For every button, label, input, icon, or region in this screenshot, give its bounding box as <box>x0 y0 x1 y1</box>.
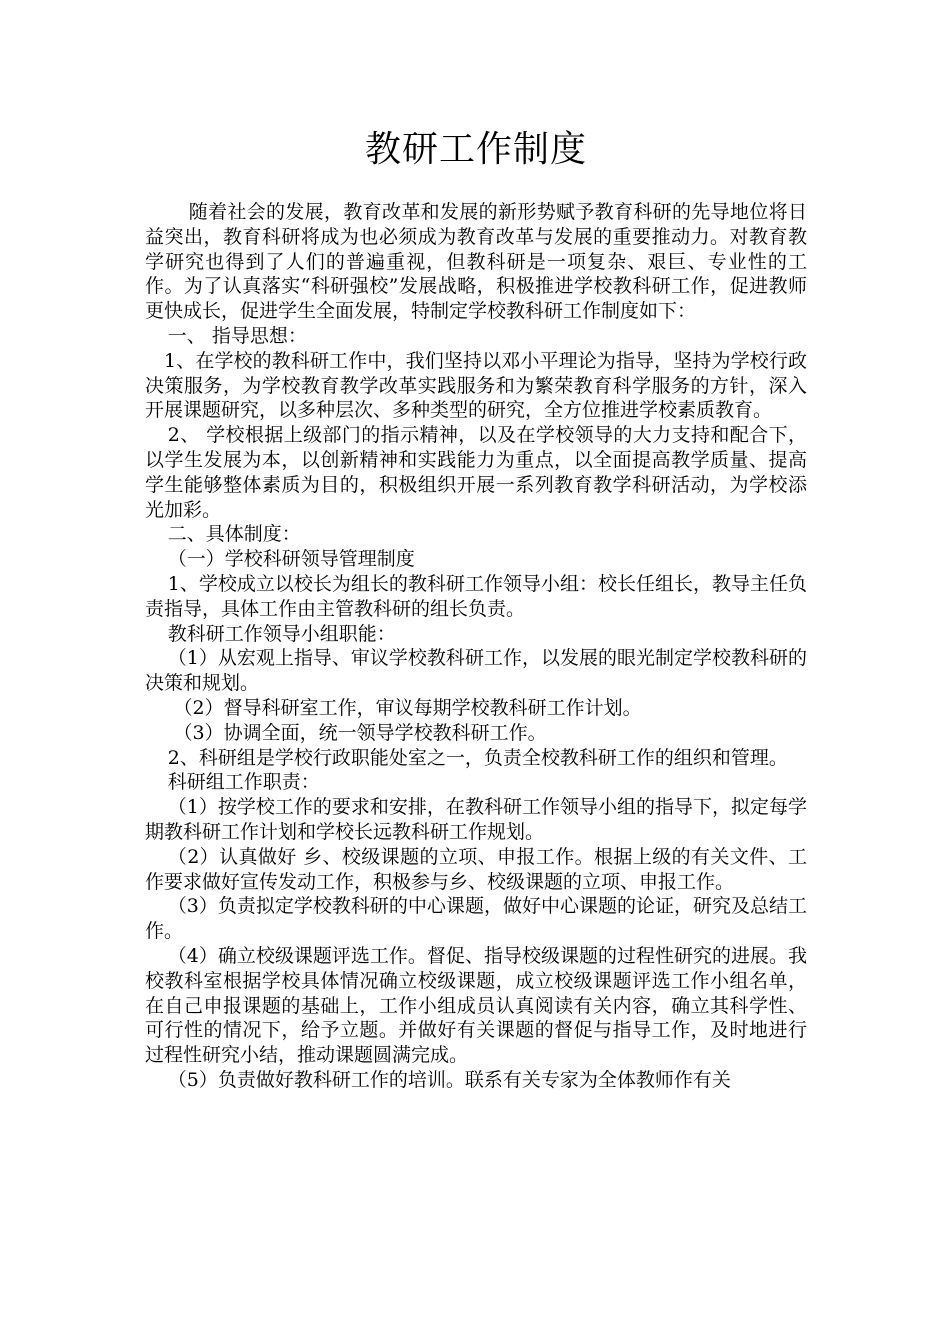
subsection-heading-1: （一）学校科研领导管理制度 <box>167 548 415 571</box>
group-duty-item-3: （3）负责拟定学校教科研的中心课题，做好中心课题的论证，研究及总结工作。 <box>145 895 807 943</box>
guiding-item-2: 2、 学校根据上级部门的指示精神，以及在学校领导的大力支持和配合下，以学生发展为本，以创新精神和实践能力为重点，以全面提高教学质量、提高学生能够整体素质为目的，积极组织开展一系列教育教学科研活动，为学校添光加彩。 <box>145 424 807 521</box>
research-group-duties: 科研组工作职责： <box>167 771 320 794</box>
leading-group-duties: 教科研工作领导小组职能： <box>167 622 396 645</box>
section-heading-1: 一、 指导思想： <box>167 324 307 347</box>
document-page <box>145 126 807 1093</box>
group-duty-item-5: （5）负责做好教科研工作的培训。联系有关专家为全体教师作有关 <box>167 1068 731 1091</box>
group-duty-item-1: （1）按学校工作的要求和安排，在教科研工作领导小组的指导下，拟定每学期教科研工作计划和学校长远教科研工作规划。 <box>145 796 807 843</box>
rule-item-2: 2、科研组是学校行政职能处室之一，负责全校教科研工作的组织和管理。 <box>167 746 788 769</box>
duty-item-2: （2）督导科研室工作，审议每期学校教科研工作计划。 <box>173 696 642 719</box>
intro-paragraph: 随着社会的发展，教育改革和发展的新形势赋予教育科研的先导地位将日益突出，教育科研将成为也必须成为教育改革与发展的重要推动力。对教育教学研究也得到了人们的普遍重视，但教科研是一项复杂、艰巨、专业性的工作。为了认真落实“科研强校”发展战略，积极推进学校教科研工作，促进教师更快成长，促进学生全面发展，特制定学校教科研工作制度如下： <box>145 201 807 323</box>
document-body <box>145 200 807 1093</box>
document-title: 教研工作制度 <box>364 129 587 170</box>
group-duty-item-4: （4）确立校级课题评选工作。督促、指导校级课题的过程性研究的进展。我校教科室根据学校具体情况确立校级课题，成立校级课题评选工作小组名单，在自己申报课题的基础上，工作小组成员认真阅读有关内容，确立其科学性、可行性的情况下，给予立题。并做好有关课题的督促与指导工作，及时地进行过程性研究小结，推动课题圆满完成。 <box>145 944 807 1067</box>
duty-item-3: （3）协调全面，统一领导学校教科研工作。 <box>173 721 547 744</box>
rule-item-1: 1、学校成立以校长为组长的教科研工作领导小组：校长任组长，教导主任负责指导，具体工作由主管教科研的组长负责。 <box>145 572 807 620</box>
guiding-item-1: 1、在学校的教科研工作中，我们坚持以邓小平理论为指导，坚持为学校行政决策服务，为学校教育教学改革实践服务和为繁荣教育科学服务的方针，深入开展课题研究，以多种层次、多种类型的研究，全方位推进学校素质教育。 <box>145 349 807 422</box>
group-duty-item-2: （2）认真做好 乡、校级课题的立项、申报工作。根据上级的有关文件、工作要求做好宣传发动工作，积极参与乡、校级课题的立项、申报工作。 <box>145 845 807 893</box>
section-heading-2: 二、具体制度： <box>167 523 301 546</box>
duty-item-1: （1）从宏观上指导、审议学校教科研工作，以发展的眼光制定学校教科研的决策和规划。 <box>145 647 807 695</box>
